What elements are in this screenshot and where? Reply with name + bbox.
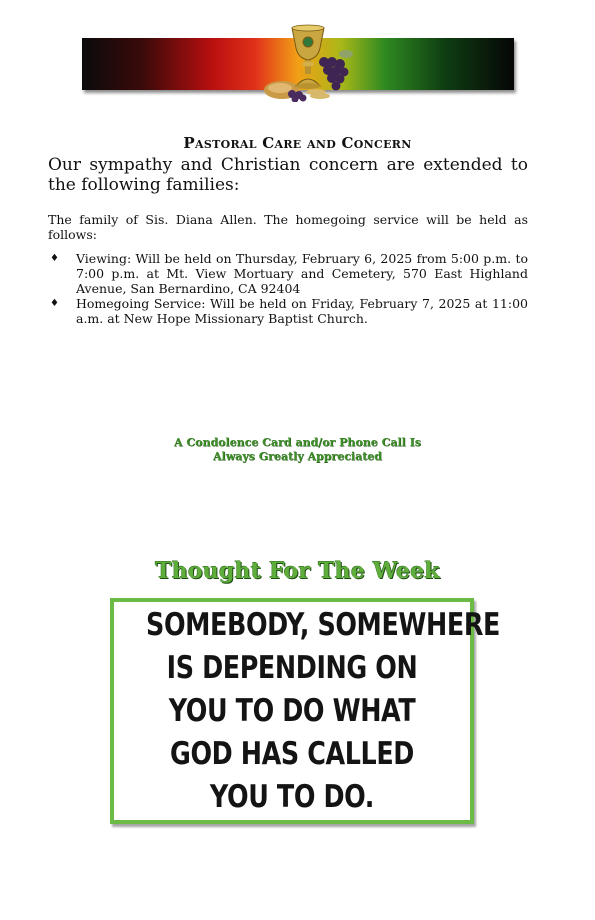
family-notice: The family of Sis. Diana Allen. The homegoing service will be held as follows: (48, 212, 528, 242)
diamond-bullet-icon: ♦ (50, 253, 59, 264)
quote-line: IS DEPENDING ON (166, 650, 418, 686)
homegoing-service-text: Homegoing Service: Will be held on Friday, February 7, 2025 at 11:00 a.m. at New Hope Missionary Baptist Church. (76, 296, 528, 326)
list-item (48, 251, 528, 296)
diamond-bullet-icon: ♦ (50, 298, 59, 309)
quote-line: SOMEBODY, SOMEWHERE (146, 607, 500, 643)
quote-line: GOD HAS CALLED (169, 736, 414, 772)
list-item (48, 296, 528, 326)
quote-line: YOU TO DO. (209, 779, 375, 815)
condolence-note (0, 436, 595, 464)
service-list (48, 251, 528, 326)
condolence-line: A Condolence Card and/or Phone Call Is (173, 436, 422, 449)
communion-chalice-icon (262, 24, 354, 102)
banner (82, 38, 514, 90)
viewing-text: Viewing: Will be held on Thursday, February 6, 2025 from 5:00 p.m. to 7:00 p.m. at Mt. View Mortuary and Cemetery, 570 East Highland Avenue, San Bernardino, CA 92404 (76, 251, 528, 296)
quote-box (110, 598, 500, 824)
condolence-line: Always Greatly Appreciated (212, 450, 382, 463)
thought-for-the-week-heading: Thought For The Week (155, 558, 440, 584)
intro-text: Our sympathy and Christian concern are extended to the following families: (48, 155, 528, 195)
quote-text (114, 604, 500, 819)
page-title: Pastoral Care and Concern (183, 134, 412, 152)
quote-line: YOU TO DO WHAT (168, 693, 416, 729)
